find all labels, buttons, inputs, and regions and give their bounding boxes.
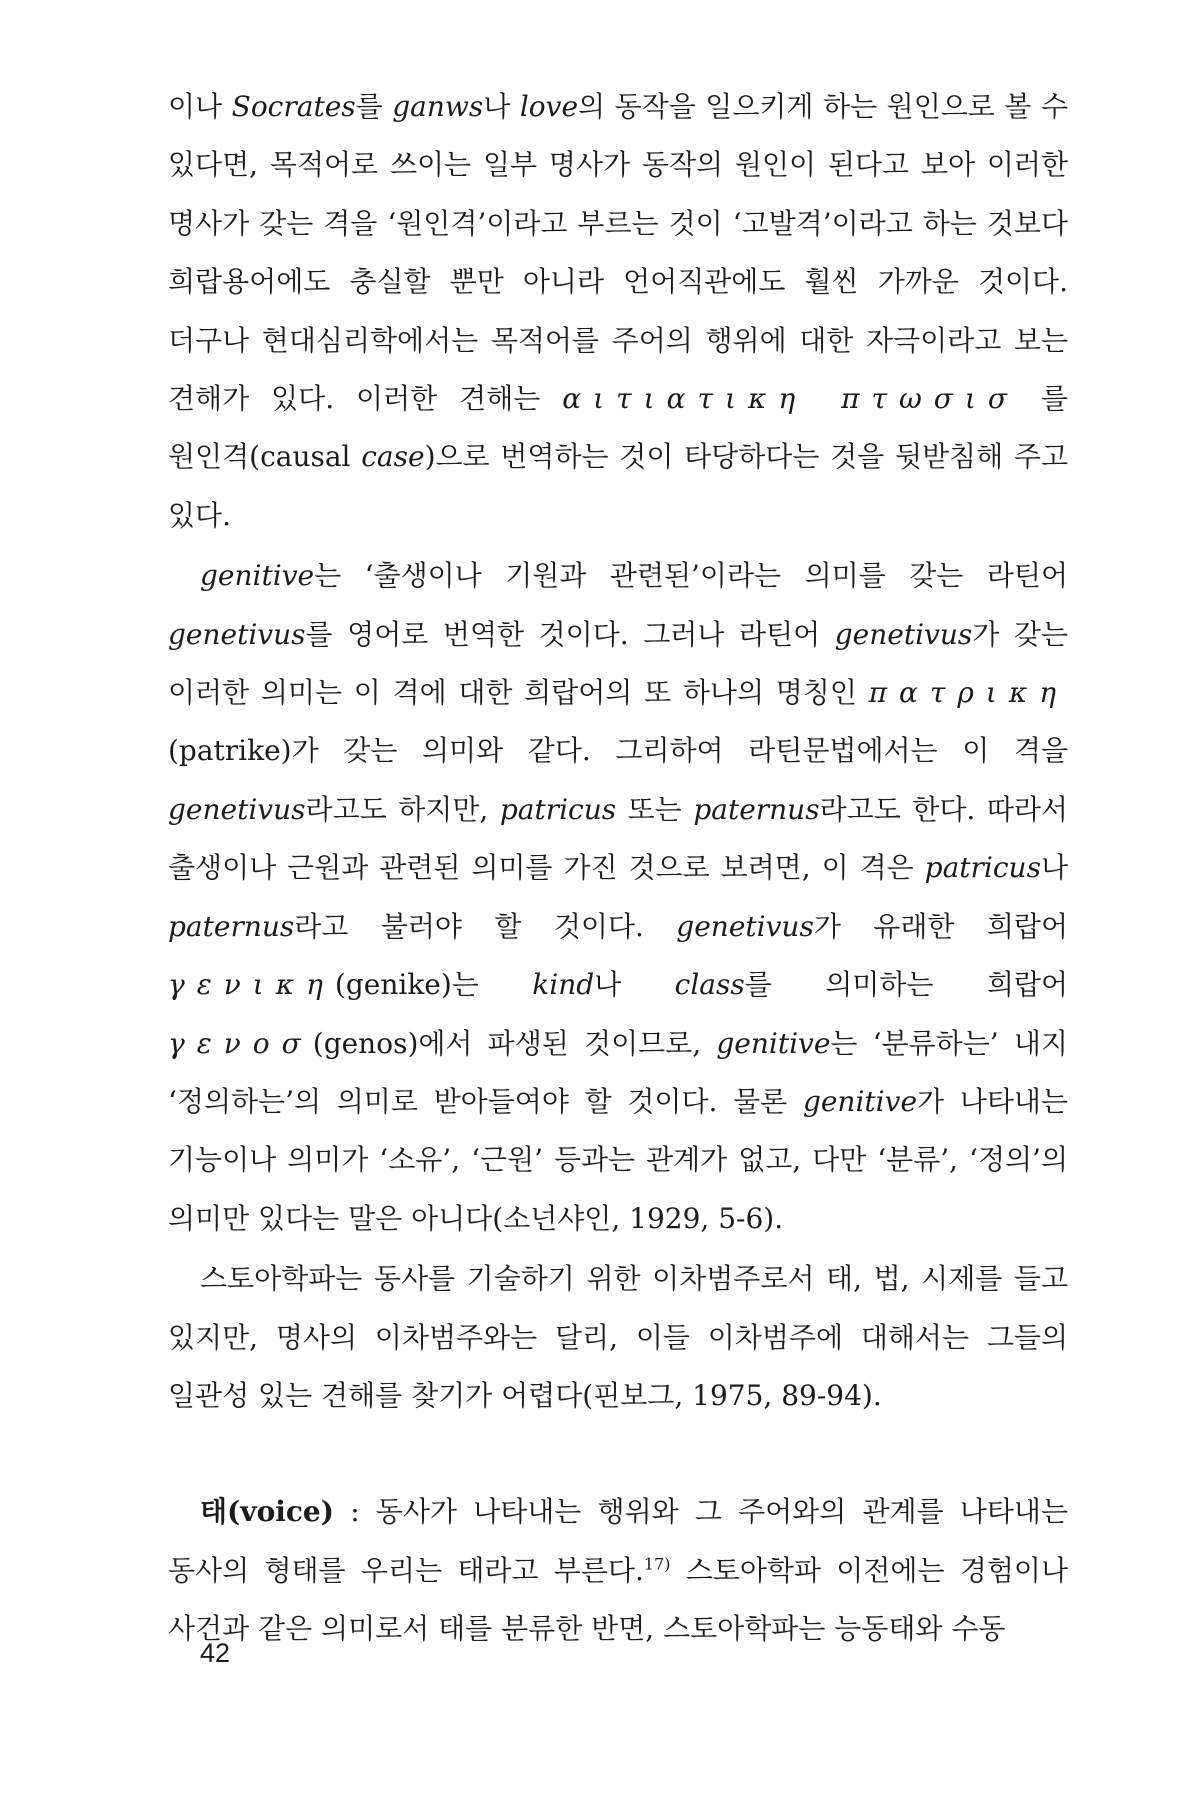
term-class: class: [674, 968, 745, 1002]
page-number: 42: [200, 1638, 231, 1668]
term-genetivus: genetivus: [834, 617, 973, 651]
text-run: 가 갖는 이러한 의미는 이 격에 대한 희랍어의 또 하나의 명칭인: [168, 617, 1068, 710]
paragraph-causal-case: [168, 78, 1068, 545]
term-paternus: paternus: [168, 909, 295, 943]
text-run: 의 동작을 일으키게 하는 원인으로 볼 수 있다면, 목적어로 쓰이는 일부 명사가 동작의 원인이 된다고 보아 이러한 명사가 갖는 격을 ‘원인격’이라고 부르는 것이 ‘고발격’이라고 하는 것보다 희랍용어에도 충실할 뿐만 아니라 언어직관에도 훨씬 가까운 것이다. 더구나 현대심리학에서는 목적어를 주어의 행위에 대한 자극이라고 보는 견해가 있다. 이러한 견해는: [168, 90, 1069, 416]
text-run: 또는: [616, 792, 694, 826]
term-genitive: genitive: [802, 1084, 918, 1118]
body-text: [168, 78, 1068, 1659]
paragraph-voice: [168, 1483, 1068, 1658]
text-run: 스토아학파 이전에는 경험이나 사건과 같은 의미로서 태를 분류한 반면, 스토아학파는 능동태와 수동: [168, 1553, 1068, 1646]
greek-term-patrike: πατρικη: [868, 676, 1068, 710]
footnote-marker[interactable]: 17): [643, 1554, 671, 1574]
term-socrates: Socrates: [231, 90, 356, 123]
text-run: 가 나타내는 기능이나 의미가 ‘소유’, ‘근원’ 등과는 관계가 없고, 다만 ‘분류’, ‘정의’의 의미만 있다는 말은 아니다(소넌샤인, 1929, 5-6).: [168, 1084, 1068, 1235]
text-run: 스토아학파는 동사를 기술하기 위한 이차범주로서 태, 법, 시제를 들고 있지만, 명사의 이차범주와는 달리, 이들 이차범주에 대해서는 그들의 일관성 있는 견해를 찾기가 어렵다(핀보그, 1975, 89-94).: [168, 1262, 1068, 1412]
text-run: : 동사가 나타내는 행위와 그 주어와의 관계를 나타내는 동사의 형태를 우리는 태라고 부른다.: [168, 1495, 1068, 1587]
text-run: (patrike)가 갖는 의미와 같다. 그리하여 라틴문법에서는 이 격을: [168, 734, 1068, 768]
term-patricus: patricus: [499, 792, 617, 826]
text-run: 가 유래한 희랍어: [813, 909, 1069, 943]
text-run: 라고 불러야 할 것이다.: [294, 909, 677, 943]
term-genetivus: genetivus: [676, 909, 814, 943]
text-run: 이나: [168, 90, 232, 123]
text-run: 를 의미하는 희랍어: [744, 968, 1068, 1002]
paragraph-genitive: [168, 547, 1068, 1248]
term-genetivus: genetivus: [168, 792, 306, 826]
greek-term-aitiatike-ptosis: αιτιατικη πτωσισ: [562, 382, 1020, 416]
text-run: 는 ‘출생이나 기원과 관련된’이라는 의미를 갖는 라틴어: [314, 559, 1068, 593]
text-run: 나: [483, 90, 520, 123]
text-run: 라고도 하지만,: [305, 792, 500, 826]
term-paternus: paternus: [693, 792, 820, 826]
text-run: 를: [355, 90, 393, 123]
term-genitive: genitive: [716, 1026, 831, 1060]
text-run: )으로 번역하는 것이 타당하다는 것을 뒷받침해 주고 있다.: [168, 440, 1068, 532]
term-kind: kind: [532, 968, 595, 1002]
term-ganws: ganws: [392, 90, 484, 123]
term-genetivus: genetivus: [168, 617, 306, 651]
term-patricus: patricus: [924, 851, 1041, 885]
text-run: (genike)는: [334, 968, 533, 1002]
text-run: 라고도 한다. 따라서 출생이나 근원과 관련된 의미를 가진 것으로 보려면, 이 격은: [168, 792, 1068, 885]
text-run: 나: [1040, 851, 1068, 885]
text-run: (genos)에서 파생된 것이므로,: [312, 1026, 717, 1060]
term-love: love: [519, 90, 579, 123]
term-genitive: genitive: [200, 559, 315, 593]
text-run: 나: [594, 968, 675, 1002]
text-run: 를 원인격(causal: [168, 382, 1069, 474]
text-run: 는 ‘분류하는’ 내지 ‘정의하는’의 의미로 받아들여야 할 것이다. 물론: [168, 1026, 1068, 1118]
greek-term-genike: γενικη: [168, 968, 335, 1002]
greek-term-genos: γενοσ: [168, 1026, 313, 1060]
term-voice-heading: 태(voice): [200, 1495, 334, 1529]
term-case: case: [361, 440, 425, 474]
text-run: 를 영어로 번역한 것이다. 그러나 라틴어: [305, 617, 835, 651]
paragraph-stoic-verb-categories: [168, 1250, 1068, 1425]
